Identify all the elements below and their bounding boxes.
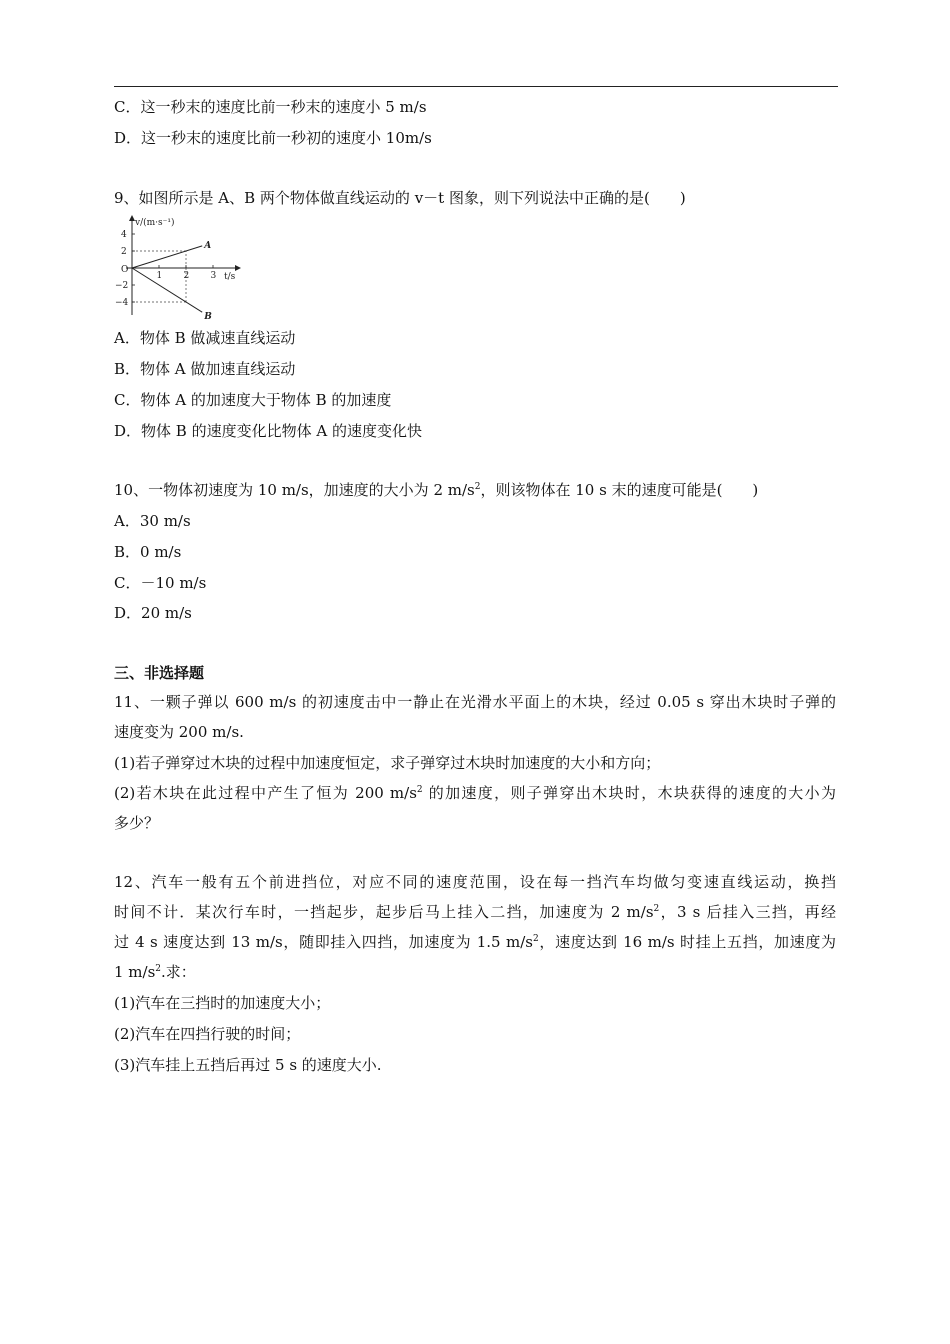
q11-part2-line2: 多少？ [114,814,160,832]
q12-part2: (2)汽车在四挡行驶的时间； [114,1025,301,1043]
series-label-A: A [204,240,212,251]
x-tick-label: 2 [183,271,190,281]
graph-series [132,241,212,322]
x-tick-label: 3 [210,271,217,281]
q12-line1: 12、汽车一般有五个前进挡位，对应不同的速度范围，设在每一挡汽车均做匀变速直线运动，换挡 [114,873,836,891]
q11-line1: 11、一颗子弹以 600 m/s 的初速度击中一静止在光滑水平面上的木块，经过 0.05 s 穿出木块时子弹的 [114,693,836,711]
q9-option-b: B．物体 A 做加速直线运动 [114,360,296,378]
q8-option-d: D．这一秒末的速度比前一秒初的速度小 10m/s [114,129,432,147]
y-tick-label: −4 [115,298,129,308]
y-tick-label: 4 [121,230,127,240]
q10-option-b: B．0 m/s [114,543,182,561]
section-title: 三、非选择题 [114,664,205,682]
q11-part2: (2)若木块在此过程中产生了恒为 200 $m/s^2$ 的加速度，则子弹穿出木块时，木块获得的速度的大小为 [114,784,836,802]
q10-option-d: D．20 m/s [114,604,192,622]
vt-graph [112,212,252,323]
q9-option-d: D．物体 B 的速度变化比物体 A 的速度变化快 [114,422,422,440]
q9-option-c: C．物体 A 的加速度大于物体 B 的加速度 [114,391,392,409]
q9-option-a: A．物体 B 做减速直线运动 [114,329,296,347]
series-label-B: B [204,312,212,323]
x-axis-label: t/s [224,272,236,282]
q11-line2: 速度变为 200 m/s. [114,723,244,741]
q12-part3: (3)汽车挂上五挡后再过 5 s 的速度大小. [114,1056,382,1074]
q12-line2: 时间不计．某次行车时，一挡起步，起步后马上挂入二挡，加速度为 2 $m/s^2$，3 s 后挂入三挡，再经 [114,903,837,921]
y-tick-label: −2 [115,281,129,291]
y-tick-label: 2 [121,247,127,257]
x-tick-label: 1 [156,271,163,281]
series-line-B [132,268,202,312]
q10-option-a: A．30 m/s [114,512,191,530]
origin-label: O [121,265,129,275]
graph-ticks [115,230,217,308]
q12-line4: 1 $m/s^2$.求： [114,963,196,981]
y-axis-label: v/(m·s⁻¹) [135,218,175,228]
q10-stem: 10、一物体初速度为 10 m/s，加速度的大小为 2 $m/s^2$，则该物体在 10 s 末的速度可能是( ) [114,481,759,499]
series-line-A [132,246,202,268]
q8-option-c: C．这一秒末的速度比前一秒末的速度小 5 m/s [114,98,427,116]
q11-part1: (1)若子弹穿过木块的过程中加速度恒定，求子弹穿过木块时加速度的大小和方向； [114,754,661,772]
q12-part1: (1)汽车在三挡时的加速度大小； [114,994,331,1012]
q12-line3: 过 4 s 速度达到 13 m/s，随即挂入四挡，加速度为 1.5 $m/s^2$，速度达到 16 m/s 时挂上五挡，加速度为 [114,933,836,951]
header-rule [114,86,838,87]
q9-stem: 9、如图所示是 A、B 两个物体做直线运动的 v－t 图象，则下列说法中正确的是( ) [114,189,686,207]
q10-option-c: C．－10 m/s [114,574,207,592]
